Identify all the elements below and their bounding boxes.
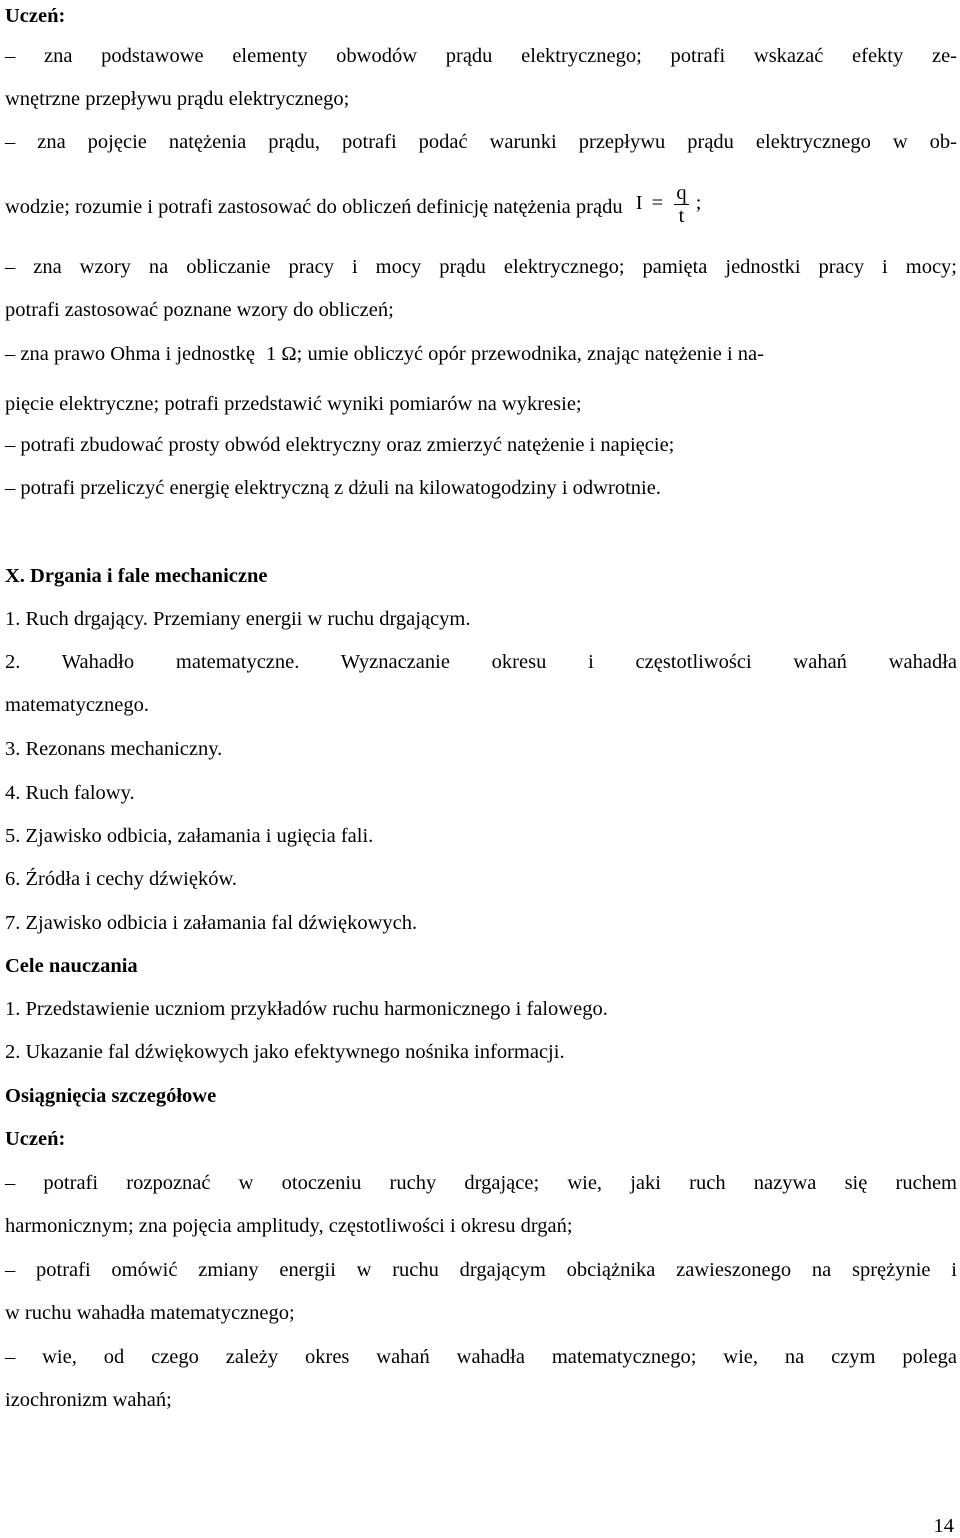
achievements-heading: Osiągnięcia szczegółowe	[5, 1085, 217, 1107]
section-x-title: X. Drgania i fale mechaniczne	[5, 565, 268, 587]
outcome-line-4-text: wodzie; rozumie i potrafi zastosować do obliczeń definicję natężenia prądu	[5, 196, 623, 219]
formula-trail: ;	[695, 192, 702, 215]
outcome-line-8: pięcie elektryczne; potrafi przedstawić wyniki pomiarów na wykresie;	[5, 393, 582, 415]
formula-denominator: t	[678, 205, 685, 227]
outcome-line-7-start: – zna prawo Ohma i jednostkę	[5, 343, 255, 365]
formula-fraction	[674, 182, 688, 227]
topic-6: 6. Źródła i cechy dźwięków.	[5, 868, 238, 890]
ohm-unit: 1 Ω	[266, 343, 297, 365]
topic-2-continued: matematycznego.	[5, 694, 150, 716]
formula-lhs: I	[635, 192, 643, 215]
topic-2: 2. Wahadło matematyczne. Wyznaczanie okresu i częstotliwości wahań wahadła	[5, 651, 957, 673]
outcome-line-7-end: ; umie obliczyć opór przewodnika, znając natężenie i na-	[296, 343, 764, 365]
topic-4: 4. Ruch falowy.	[5, 782, 135, 804]
achievement-line-1: – potrafi rozpoznać w otoczeniu ruchy drgające; wie, jaki ruch nazywa się ruchem	[5, 1172, 957, 1194]
formula-equals: =	[651, 192, 664, 215]
outcome-line-1: – zna podstawowe elementy obwodów prądu elektrycznego; potrafi wskazać efekty ze-	[5, 45, 957, 67]
achievement-line-4: w ruchu wahadła matematycznego;	[5, 1302, 295, 1324]
outcome-line-10: – potrafi przeliczyć energię elektryczną z dżuli na kilowatogodziny i odwrotnie.	[5, 477, 661, 499]
achievement-line-6: izochronizm wahań;	[5, 1389, 172, 1411]
outcome-line-2: wnętrzne przepływu prądu elektrycznego;	[5, 88, 350, 110]
goal-1: 1. Przedstawienie uczniom przykładów ruchu harmonicznego i falowego.	[5, 998, 608, 1020]
outcome-line-9: – potrafi zbudować prosty obwód elektryczny oraz zmierzyć natężenie i napięcie;	[5, 434, 675, 456]
topic-7: 7. Zjawisko odbicia i załamania fal dźwiękowych.	[5, 912, 418, 934]
current-definition-formula	[636, 182, 702, 227]
achievement-line-3: – potrafi omówić zmiany energii w ruchu drgającym obciążnika zawieszonego na sprężynie i	[5, 1259, 957, 1281]
goals-heading: Cele nauczania	[5, 955, 138, 977]
outcome-line-5: – zna wzory na obliczanie pracy i mocy prądu elektrycznego; pamięta jednostki pracy i mocy;	[5, 256, 957, 278]
achievement-line-5: – wie, od czego zależy okres wahań wahadła matematycznego; wie, na czym polega	[5, 1346, 957, 1368]
outcome-line-6: potrafi zastosować poznane wzory do obliczeń;	[5, 299, 394, 321]
topic-1: 1. Ruch drgający. Przemiany energii w ruchu drgającym.	[5, 608, 471, 630]
student-heading: Uczeń:	[5, 1128, 66, 1150]
student-heading-top: Uczeń:	[5, 5, 66, 27]
outcome-line-3: – zna pojęcie natężenia prądu, potrafi podać warunki przepływu prądu elektrycznego w ob-	[5, 131, 957, 153]
topic-5: 5. Zjawisko odbicia, załamania i ugięcia fali.	[5, 825, 374, 847]
achievement-line-2: harmonicznym; zna pojęcia amplitudy, częstotliwości i okresu drgań;	[5, 1215, 573, 1237]
topic-3: 3. Rezonans mechaniczny.	[5, 738, 223, 760]
goal-2: 2. Ukazanie fal dźwiękowych jako efektywnego nośnika informacji.	[5, 1041, 565, 1063]
outcome-line-4	[5, 182, 957, 231]
outcome-line-7	[5, 342, 957, 366]
page-number: 14	[933, 1515, 954, 1537]
formula-numerator: q	[676, 182, 687, 204]
